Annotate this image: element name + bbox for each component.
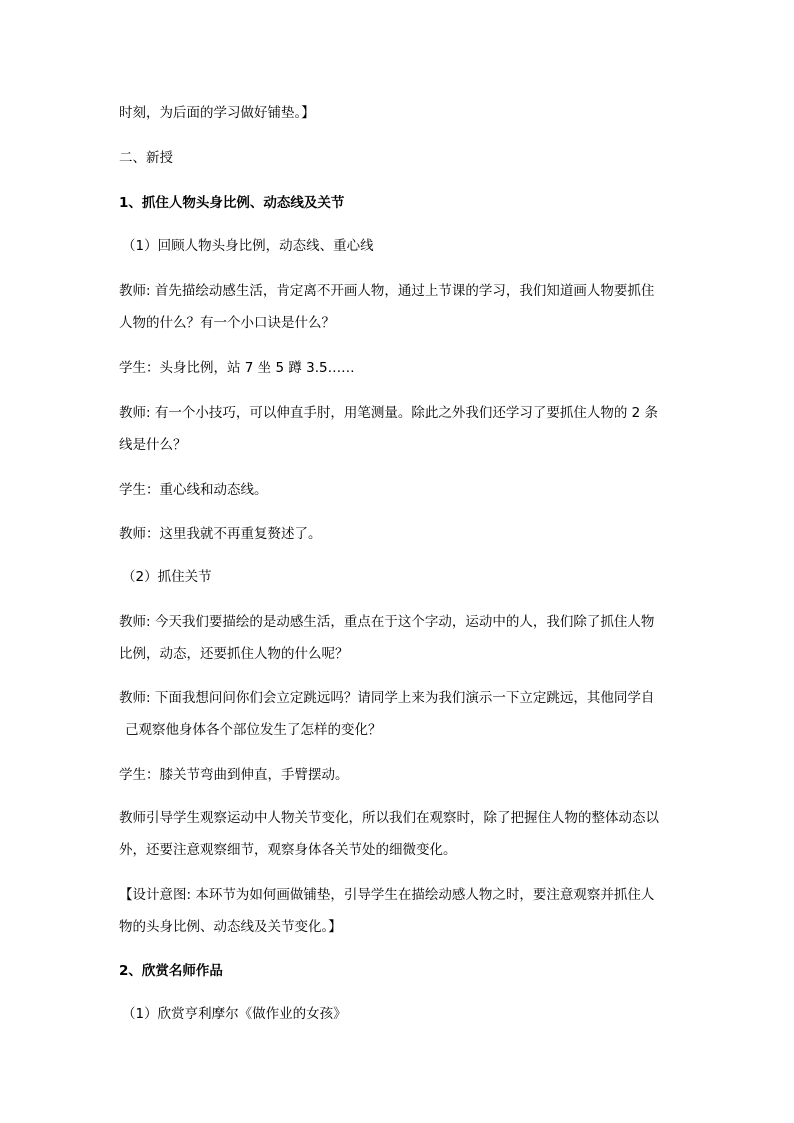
section-heading: 二、新授	[119, 150, 173, 166]
subsection-heading: 1、抓住人物头身比例、动态线及关节	[119, 195, 345, 211]
subsection-heading: 2、欣赏名师作品	[119, 963, 223, 979]
paragraph-line: 学生：头身比例，站 7 坐 5 蹲 3.5……	[119, 360, 355, 376]
paragraph-line: 教师: 有一个小技巧，可以伸直手肘，用笔测量。除此之外我们还学习了要抓住人物的 2 条	[119, 405, 659, 421]
paragraph-line: 外，还要注意观察细节，观察身体各关节处的细微变化。	[119, 842, 457, 858]
sub-item-heading: （1）回顾人物头身比例，动态线、重心线	[122, 238, 374, 254]
paragraph-line: 己观察他身体各个部位发生了怎样的变化？	[125, 722, 382, 738]
paragraph-line: 教师引导学生观察运动中人物关节变化，所以我们在观察时，除了把握住人物的整体动态以	[119, 810, 659, 826]
paragraph-line: 教师: 下面我想问问你们会立定跳远吗？请同学上来为我们演示一下立定跳远，其他同学自	[119, 690, 655, 706]
paragraph-line: 学生：重心线和动态线。	[119, 482, 268, 498]
sub-item-heading: （1）欣赏亨利摩尔《做作业的女孩》	[122, 1006, 347, 1022]
paragraph-line: 教师：这里我就不再重复赘述了。	[119, 526, 322, 542]
paragraph-line: 教师: 首先描绘动感生活，肯定离不开画人物，通过上节课的学习，我们知道画人物要抓住	[119, 283, 655, 299]
design-intent-line: 【设计意图: 本环节为如何画做铺垫，引导学生在描绘动感人物之时，要注意观察并抓住人	[119, 887, 655, 903]
paragraph-line: 人物的什么？有一个小口诀是什么？	[119, 315, 335, 331]
paragraph-line: 学生：膝关节弯曲到伸直，手臂摆动。	[119, 767, 349, 783]
sub-item-heading: （2）抓住关节	[122, 569, 212, 585]
paragraph-line: 比例，动态，还要抓住人物的什么呢？	[119, 646, 349, 662]
paragraph-line: 线是什么？	[119, 437, 187, 453]
paragraph-line: 时刻，为后面的学习做好铺垫。】	[119, 105, 315, 121]
design-intent-line: 物的头身比例、动态线及关节变化。】	[119, 919, 342, 935]
paragraph-line: 教师: 今天我们要描绘的是动感生活，重点在于这个字动，运动中的人，我们除了抓住人物	[119, 614, 655, 630]
